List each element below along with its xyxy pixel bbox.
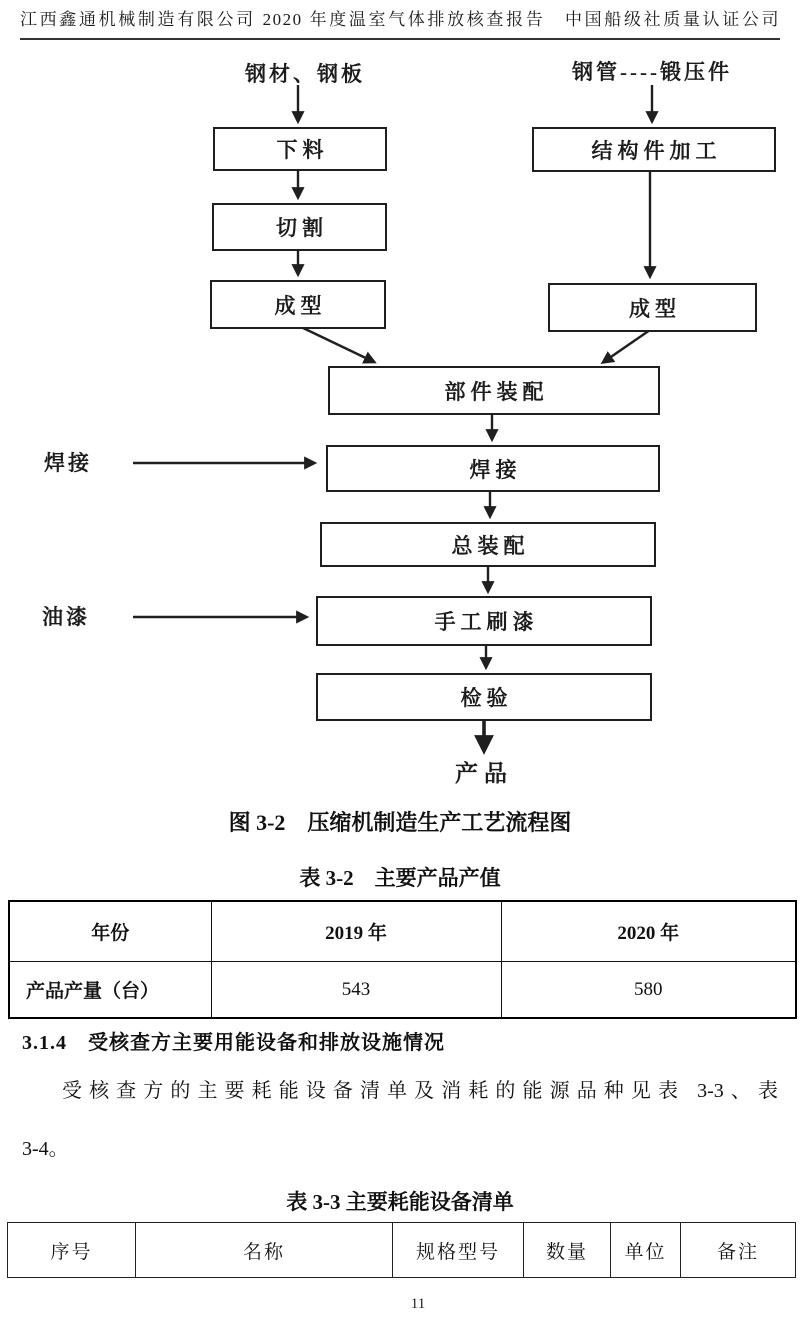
arrow-converge-left: [301, 327, 372, 361]
flow-step-welding: 焊接: [326, 445, 660, 492]
t33-col-model: 规格型号: [393, 1223, 524, 1278]
flow-step-blanking: 下料: [213, 127, 387, 171]
table-row: [9, 962, 796, 1019]
t32-row-label-output: 产品产量（台）: [9, 962, 211, 1019]
figure-3-2-caption: 图 3-2 压缩机制造生产工艺流程图: [228, 810, 572, 835]
flow-step-forming-right: 成型: [548, 283, 757, 332]
paragraph-line-1: 受核查方的主要耗能设备清单及消耗的能源品种见表 3-3、表: [62, 1080, 778, 1102]
flow-sidelabel-welding: 焊接: [44, 451, 92, 475]
flow-step-cutting: 切割: [212, 203, 387, 251]
arrow-converge-right: [605, 330, 650, 361]
t33-col-name: 名称: [136, 1223, 393, 1278]
t33-col-remark: 备注: [681, 1223, 796, 1278]
table-3-2-caption: 表 3-2 主要产品产值: [299, 866, 501, 890]
t33-col-quantity: 数量: [524, 1223, 611, 1278]
table-3-3: [7, 1222, 796, 1278]
flow-input-steel: 钢材、钢板: [245, 62, 365, 86]
page-number: 11: [410, 1296, 426, 1312]
flow-step-final-assembly: 总装配: [320, 522, 656, 567]
table-3-3-caption: 表 3-3 主要耗能设备清单: [286, 1190, 514, 1214]
flow-sidelabel-paint: 油漆: [42, 605, 90, 629]
flow-input-pipe: 钢管----锻压件: [572, 60, 732, 84]
flow-step-forming-left: 成型: [210, 280, 386, 329]
flow-step-parts-assembly: 部件装配: [328, 366, 660, 415]
process-flowchart: [0, 55, 800, 805]
table-3-2: [8, 900, 797, 1019]
t32-col-2020: 2020 年: [501, 901, 796, 962]
flow-step-inspection: 检验: [316, 673, 652, 721]
t32-col-2019: 2019 年: [211, 901, 501, 962]
flow-step-structural-machining: 结构件加工: [532, 127, 776, 172]
t32-col-year: 年份: [9, 901, 211, 962]
t32-value-2019: 543: [211, 962, 501, 1019]
paragraph-line-2: 3-4。: [22, 1138, 69, 1160]
table-row: [8, 1223, 796, 1278]
table-row: [9, 901, 796, 962]
flow-output-product: 产品: [455, 761, 513, 786]
document-header: 江西鑫通机械制造有限公司 2020 年度温室气体排放核查报告 中国船级社质量认证公司: [20, 8, 780, 40]
t33-col-index: 序号: [8, 1223, 136, 1278]
t33-col-unit: 单位: [611, 1223, 681, 1278]
section-heading-3-1-4: 3.1.4 受核查方主要用能设备和排放设施情况: [22, 1032, 445, 1054]
t32-value-2020: 580: [501, 962, 796, 1019]
flow-step-hand-painting: 手工刷漆: [316, 596, 652, 646]
